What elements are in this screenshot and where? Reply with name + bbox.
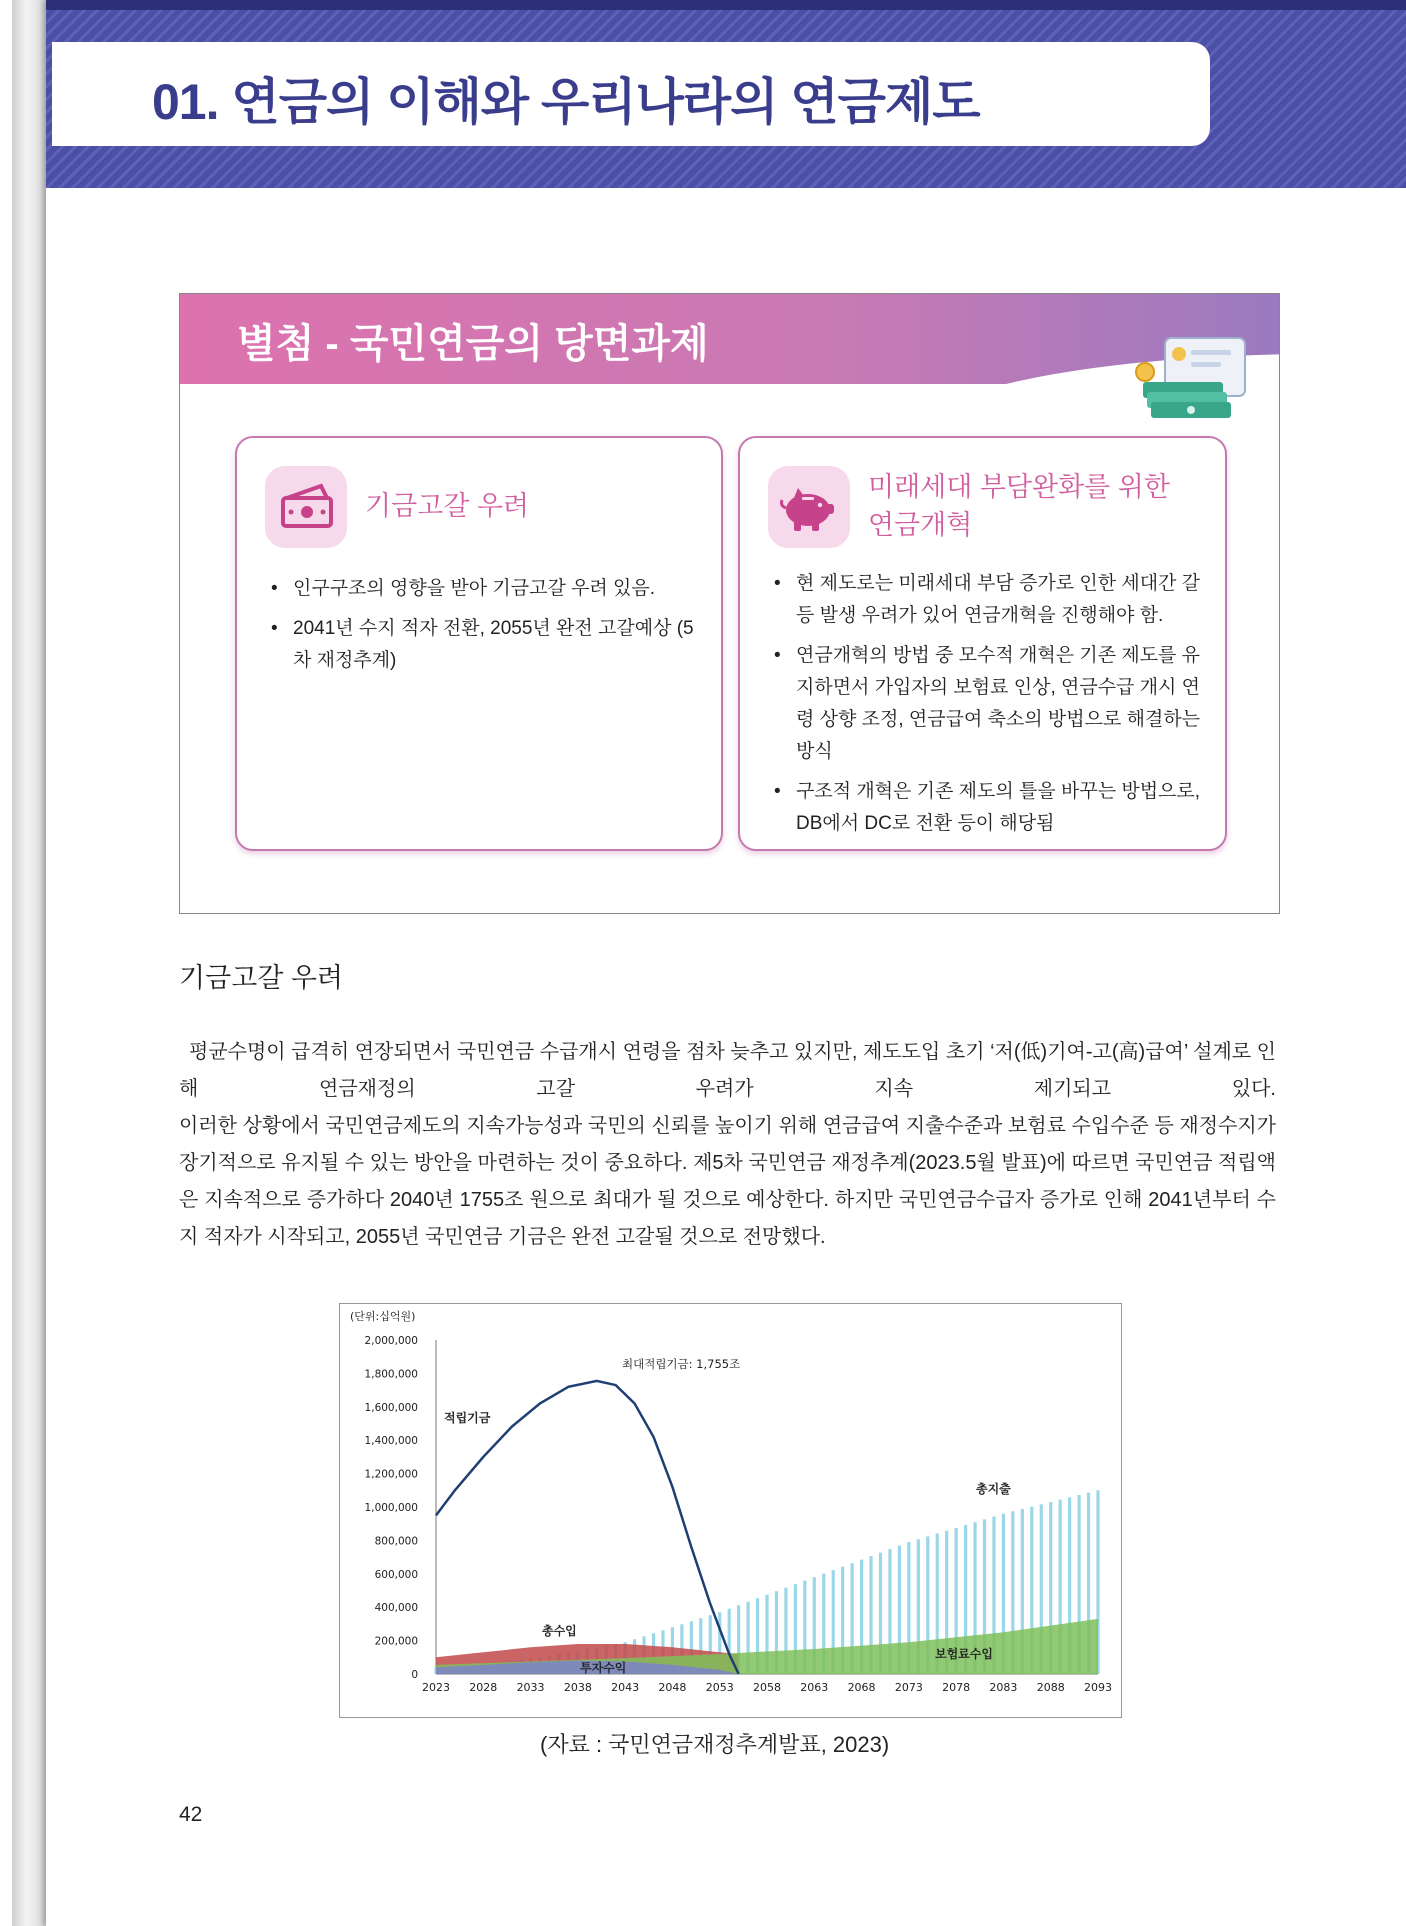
x-tick-label: 2073 xyxy=(894,1681,923,1694)
x-tick-label: 2048 xyxy=(658,1681,687,1694)
panel-title: 별첨 - 국민연금의 당면과제 xyxy=(237,322,709,366)
box2-title-line2: 연금개혁 xyxy=(868,510,973,540)
box2-title-line1: 미래세대 부담완화를 위한 xyxy=(868,472,1170,502)
list-item: • 2041년 수지 적자 전환, 2055년 완전 고갈예상 (5차 재정추계) xyxy=(271,613,701,677)
body-text xyxy=(179,1034,1276,1256)
list-item: • 연금개혁의 방법 중 모수적 개혁은 기존 제도를 유지하면서 가입자의 보험료 인상, 연금수급 개시 연령 상향 조정, 연금급여 축소의 방법으로 해결하는 방식 xyxy=(774,640,1205,768)
appendix-panel xyxy=(179,293,1280,914)
invest-label: 투자수익 xyxy=(580,1661,627,1675)
list-item: • 인구구조의 영향을 받아 기금고갈 우려 있음. xyxy=(271,573,701,605)
chart-svg xyxy=(340,1304,1121,1717)
x-tick-label: 2033 xyxy=(516,1681,545,1694)
fund-label: 적립기금 xyxy=(444,1411,491,1425)
x-tick-label: 2043 xyxy=(611,1681,640,1694)
piggy-bank-icon xyxy=(768,466,850,548)
x-tick-label: 2078 xyxy=(942,1681,971,1694)
paragraph: 평균수명이 급격히 연장되면서 국민연금 수급개시 연령을 점차 늦추고 있지만, 제도도입 초기 ‘저(低)기여-고(高)급여’ 설계로 인해 연금재정의 고갈 우려가 지속 제기되고 있다. xyxy=(179,1041,1276,1100)
paragraph: 이러한 상황에서 국민연금제도의 지속가능성과 국민의 신뢰를 높이기 위해 연금급여 지출수준과 보험료 수입수준 등 재정수지가 장기적으로 유지될 수 있는 방안을 마련하는 것이 중요하다. 제5차 국민연금 재정추계(2023.5월 발표)에 따르면 국민연금 적립액은 지속적으로 증가하다 2040년 1755조 원으로 최대가 될 것으로 예상한다. 하지만 국민연금수급자 증가로 인해 2041년부터 수지 적자가 시작되고, 2055년 국민연금 기금은 완전 고갈될 것으로 전망했다. xyxy=(179,1115,1276,1248)
page-number: 42 xyxy=(179,1803,203,1826)
x-tick-label: 2028 xyxy=(469,1681,498,1694)
x-tick-label: 2083 xyxy=(989,1681,1018,1694)
page-title: 01. 연금의 이해와 우리나라의 연금제도 xyxy=(152,74,980,130)
y-tick-label: 1,600,000 xyxy=(364,1401,418,1414)
y-tick-label: 1,200,000 xyxy=(364,1468,418,1481)
section-title: 기금고갈 우려 xyxy=(179,963,343,993)
fund-depletion-box xyxy=(235,436,723,851)
wallet-money-icon xyxy=(1135,334,1253,426)
x-tick-label: 2068 xyxy=(847,1681,876,1694)
x-tick-label: 2063 xyxy=(800,1681,829,1694)
y-tick-label: 600,000 xyxy=(374,1568,418,1581)
x-tick-label: 2038 xyxy=(563,1681,592,1694)
pension-reform-box xyxy=(738,436,1227,851)
box2-list xyxy=(774,568,1205,848)
cash-icon xyxy=(265,466,347,548)
x-tick-label: 2058 xyxy=(753,1681,781,1694)
x-tick-label: 2053 xyxy=(705,1681,734,1694)
expense-label: 총지출 xyxy=(976,1482,1011,1496)
y-tick-label: 0 xyxy=(411,1669,418,1681)
cash-icon-badge xyxy=(265,466,347,548)
unit-label: (단위:십억원) xyxy=(350,1310,416,1323)
box1-title: 기금고갈 우려 xyxy=(365,491,529,521)
x-tick-label: 2093 xyxy=(1084,1681,1112,1694)
income-label: 총수입 xyxy=(542,1624,577,1638)
max-fund-annotation: 최대적립기금: 1,755조 xyxy=(622,1357,741,1371)
list-item: • 현 제도로는 미래세대 부담 증가로 인한 세대간 갈등 발생 우려가 있어 연금개혁을 진행해야 함. xyxy=(774,568,1205,632)
box1-list xyxy=(271,573,701,685)
y-tick-label: 1,000,000 xyxy=(364,1502,418,1514)
chart-caption: (자료 : 국민연금재정추계발표, 2023) xyxy=(540,1732,890,1757)
y-tick-label: 800,000 xyxy=(374,1535,418,1548)
y-tick-label: 200,000 xyxy=(374,1635,418,1648)
piggy-icon-badge xyxy=(768,466,850,548)
y-tick-label: 2,000,000 xyxy=(364,1335,418,1347)
list-item: • 구조적 개혁은 기존 제도의 틀을 바꾸는 방법으로, DB에서 DC로 전환 등이 해당됨 xyxy=(774,776,1205,840)
premium-label: 보험료수입 xyxy=(935,1647,993,1661)
x-tick-label: 2088 xyxy=(1036,1681,1065,1694)
fund-projection-chart xyxy=(339,1303,1122,1718)
y-tick-label: 400,000 xyxy=(374,1602,418,1615)
box2-title xyxy=(868,468,1170,544)
y-tick-label: 1,800,000 xyxy=(364,1368,418,1381)
y-tick-label: 1,400,000 xyxy=(364,1435,418,1448)
x-tick-label: 2023 xyxy=(422,1681,450,1694)
